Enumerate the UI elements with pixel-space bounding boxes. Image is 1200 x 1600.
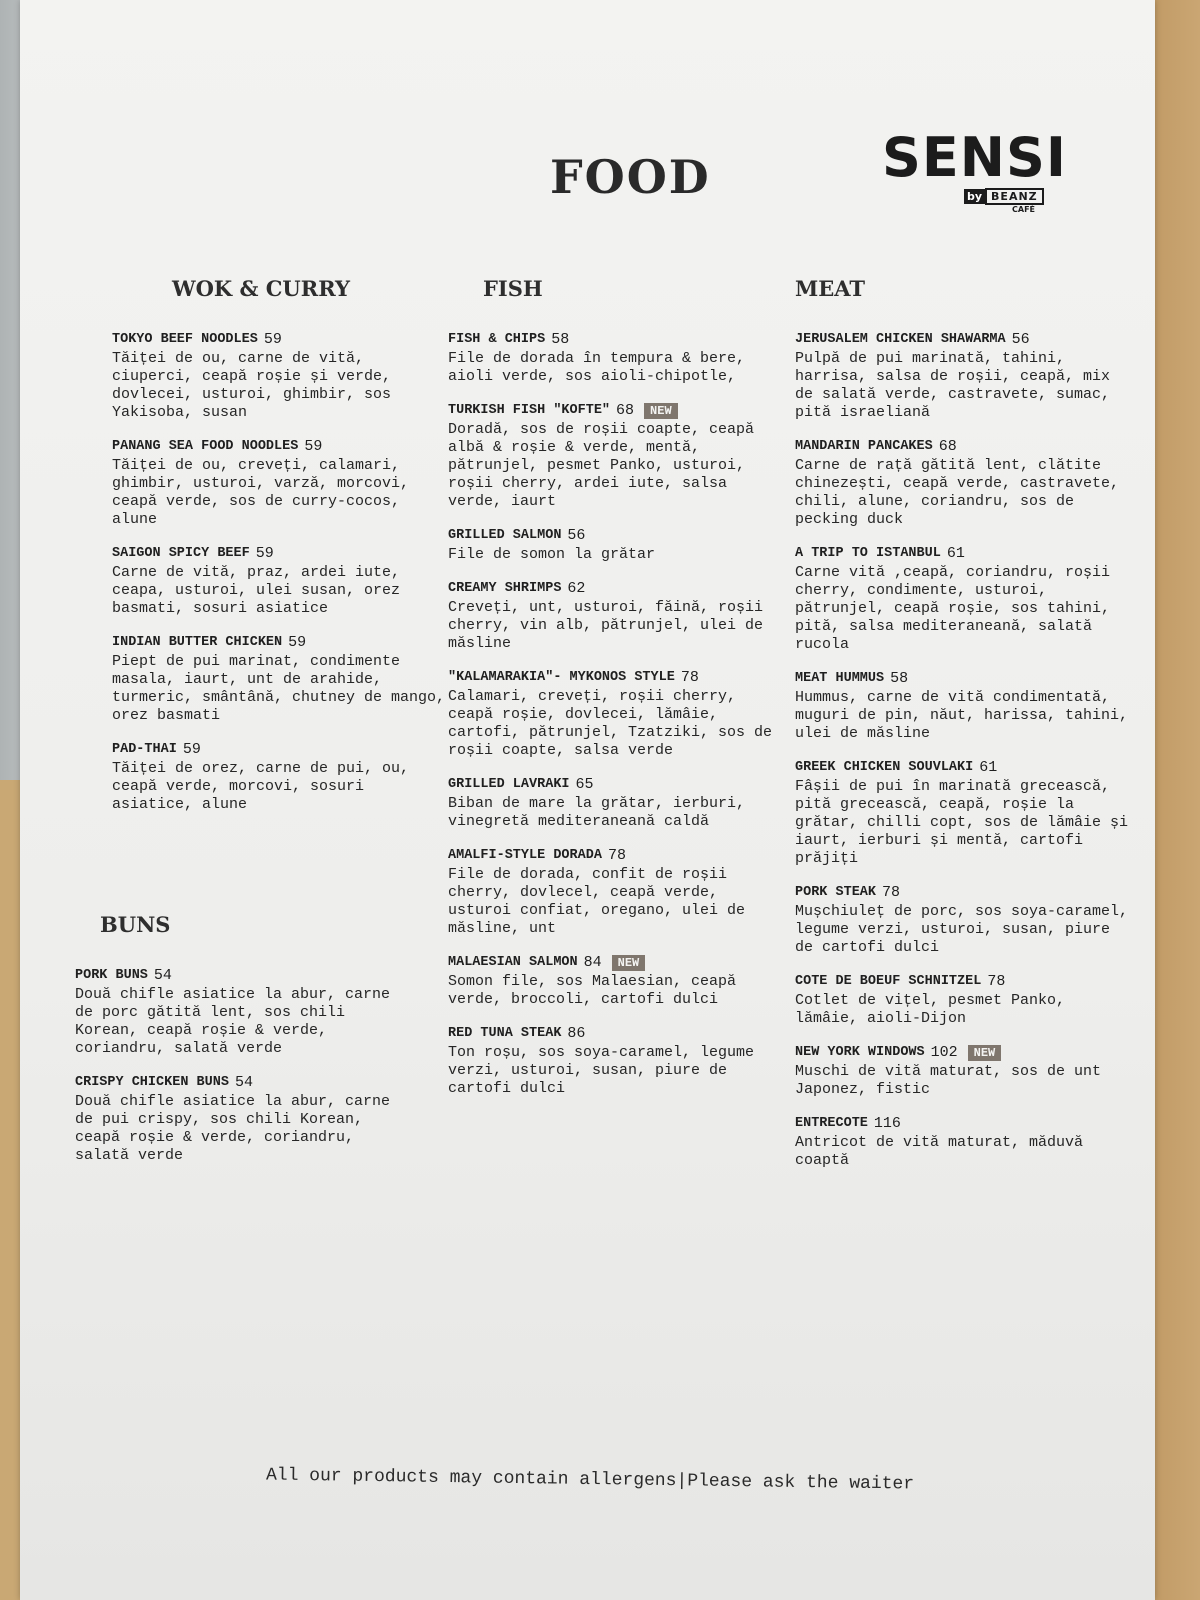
menu-item bbox=[795, 331, 1130, 422]
menu-item bbox=[795, 1044, 1130, 1099]
menu-item-description: Antricot de vită maturat, măduvă coaptă bbox=[795, 1134, 1084, 1169]
menu-item-name: MEAT HUMMUS bbox=[795, 671, 885, 686]
menu-item-header bbox=[112, 634, 447, 652]
menu-item-description: Somon file, sos Malaesian, ceapă verde, broccoli, cartofi dulci bbox=[448, 973, 737, 1008]
menu-item-name: SAIGON SPICY BEEF bbox=[112, 546, 250, 561]
menu-item-price: 78 bbox=[607, 847, 626, 864]
menu-item-description: File de dorada, confit de roșii cherry, dovlecel, ceapă verde, usturoi confiat, oregano, ulei de măsline, unt bbox=[448, 866, 746, 937]
brand-beanz: BEANZ bbox=[985, 188, 1044, 205]
menu-item-description: Tăiței de orez, carne de pui, ou, ceapă verde, morcovi, sosuri asiatice, alune bbox=[112, 760, 410, 813]
menu-item-header bbox=[448, 1025, 783, 1043]
menu-item bbox=[112, 331, 447, 422]
menu-item-name: GRILLED LAVRAKI bbox=[448, 777, 570, 792]
menu-item-description: Doradă, sos de roșii coapte, ceapă albă & roșie & verde, mentă, pătrunjel, pesmet Panko, usturoi, roșii cherry, ardei iute, salsa verde, iaurt bbox=[448, 421, 755, 510]
menu-item-description: Hummus, carne de vită condimentată, muguri de pin, năut, harissa, tahini, ulei de măsline bbox=[795, 689, 1129, 742]
menu-item-description: Carne vită ,ceapă, coriandru, roșii cherry, condimente, usturoi, pătrunjel, ceapă roșie, sos tahini, pită, salsa mediteraneană, salată rucola bbox=[795, 564, 1111, 653]
menu-item-name: TOKYO BEEF NOODLES bbox=[112, 332, 258, 347]
menu-item-header bbox=[795, 670, 1130, 688]
menu-item bbox=[112, 438, 447, 529]
menu-item-price: 68 bbox=[616, 402, 635, 419]
section-heading: FISH bbox=[483, 276, 543, 301]
menu-item-header bbox=[795, 545, 1130, 563]
menu-item-header bbox=[448, 954, 783, 972]
menu-item-header bbox=[112, 331, 447, 349]
menu-item-name: TURKISH FISH "KOFTE" bbox=[448, 403, 611, 418]
menu-item-price: 78 bbox=[882, 884, 901, 901]
menu-item-name: NEW YORK WINDOWS bbox=[795, 1045, 925, 1060]
menu-item-description: Carne de rață gătită lent, clătite chinezești, ceapă verde, castravete, chili, alune, coriandru, sos de pecking duck bbox=[795, 457, 1120, 528]
menu-item bbox=[112, 634, 447, 725]
menu-item-name: A TRIP TO ISTANBUL bbox=[795, 546, 941, 561]
menu-item-description: File de dorada în tempura & bere, aioli verde, sos aioli-chipotle, bbox=[448, 350, 746, 385]
menu-item-price: 58 bbox=[890, 670, 909, 687]
menu-item-header bbox=[75, 1074, 410, 1092]
brand-logo bbox=[882, 126, 1072, 214]
menu-item-name: GREEK CHICKEN SOUVLAKI bbox=[795, 760, 974, 775]
menu-item-description: Pulpă de pui marinată, tahini, harrisa, salsa de roșii, ceapă, mix de salată verde, castravete, sumac, pită israeliană bbox=[795, 350, 1111, 421]
item-list bbox=[75, 967, 410, 1165]
menu-item-header bbox=[75, 967, 410, 985]
menu-item-price: 61 bbox=[979, 759, 998, 776]
menu-item-price: 62 bbox=[567, 580, 586, 597]
menu-item bbox=[448, 527, 783, 564]
menu-item-price: 59 bbox=[182, 741, 201, 758]
menu-item-price: 86 bbox=[567, 1025, 586, 1042]
menu-item-header bbox=[795, 759, 1130, 777]
menu-item-description: Muschi de vită maturat, sos de unt Japonez, fistic bbox=[795, 1063, 1102, 1098]
menu-item bbox=[448, 1025, 783, 1098]
section-meat bbox=[795, 276, 1130, 1186]
menu-item-description: Tăiței de ou, creveți, calamari, ghimbir, usturoi, varză, morcovi, ceapă verde, sos de curry-cocos, alune bbox=[112, 457, 410, 528]
menu-item bbox=[112, 741, 447, 814]
menu-item-name: CREAMY SHRIMPS bbox=[448, 581, 562, 596]
menu-item bbox=[75, 967, 410, 1058]
menu-item bbox=[448, 954, 783, 1009]
menu-item-description: Calamari, creveți, roșii cherry, ceapă roșie, dovlecei, lămâie, cartofi, pătrunjel, Tzatziki, sos de roșii coapte, salsa verde bbox=[448, 688, 773, 759]
menu-item-header bbox=[112, 438, 447, 456]
menu-item-price: 61 bbox=[946, 545, 965, 562]
menu-item bbox=[795, 973, 1130, 1028]
menu-item-price: 56 bbox=[567, 527, 586, 544]
menu-item-description: Două chifle asiatice la abur, carne de porc gătită lent, sos chili Korean, ceapă roșie & verde, coriandru, salată verde bbox=[75, 986, 391, 1057]
brand-by: by bbox=[964, 189, 985, 204]
menu-item-description: Piept de pui marinat, condimente masala, iaurt, unt de arahide, turmeric, smântână, chutney de mango, orez basmati bbox=[112, 653, 446, 724]
section-buns bbox=[75, 912, 410, 1181]
menu-item-price: 59 bbox=[263, 331, 282, 348]
menu-item-price: 84 bbox=[583, 954, 602, 971]
menu-item-description: Două chifle asiatice la abur, carne de pui crispy, sos chili Korean, ceapă roșie & verde, coriandru, salată verde bbox=[75, 1093, 391, 1164]
new-badge: NEW bbox=[968, 1045, 1002, 1061]
menu-item-description: File de somon la grătar bbox=[448, 546, 656, 563]
menu-item-name: FISH & CHIPS bbox=[448, 332, 546, 347]
menu-item-price: 102 bbox=[930, 1044, 958, 1061]
menu-page bbox=[20, 0, 1155, 1600]
menu-item-header bbox=[112, 741, 447, 759]
menu-item-header bbox=[795, 1115, 1130, 1133]
menu-item-name: "KALAMARAKIA"- MYKONOS STYLE bbox=[448, 670, 675, 685]
menu-item-header bbox=[448, 847, 783, 865]
menu-item bbox=[448, 669, 783, 760]
menu-item-header bbox=[448, 580, 783, 598]
menu-item-header bbox=[448, 402, 783, 420]
menu-item-price: 54 bbox=[153, 967, 172, 984]
menu-item bbox=[795, 438, 1130, 529]
menu-item bbox=[795, 759, 1130, 868]
menu-item-name: MALAESIAN SALMON bbox=[448, 955, 578, 970]
menu-item-header bbox=[448, 776, 783, 794]
menu-item bbox=[448, 402, 783, 511]
item-list bbox=[448, 331, 783, 1098]
menu-item-price: 116 bbox=[873, 1115, 901, 1132]
menu-item-description: Tăiței de ou, carne de vită, ciuperci, ceapă roșie și verde, dovlecei, usturoi, ghimbir, sos Yakisoba, susan bbox=[112, 350, 392, 421]
menu-item bbox=[448, 331, 783, 386]
menu-item-header bbox=[112, 545, 447, 563]
brand-sub bbox=[964, 188, 1072, 205]
brand-name: SENSI bbox=[882, 126, 1067, 189]
menu-item bbox=[112, 545, 447, 618]
allergen-note: All our products may contain allergens|Please ask the waiter bbox=[265, 1465, 915, 1495]
menu-item-price: 54 bbox=[234, 1074, 253, 1091]
menu-item-header bbox=[795, 331, 1130, 349]
new-badge: NEW bbox=[612, 955, 646, 971]
menu-item-name: RED TUNA STEAK bbox=[448, 1026, 562, 1041]
page-title: FOOD bbox=[550, 150, 711, 204]
menu-item-description: Cotlet de vițel, pesmet Panko, lămâie, aioli-Dijon bbox=[795, 992, 1066, 1027]
menu-item-name: ENTRECOTE bbox=[795, 1116, 868, 1131]
menu-item-price: 65 bbox=[575, 776, 594, 793]
menu-item-price: 59 bbox=[304, 438, 323, 455]
menu-item-name: PANANG SEA FOOD NOODLES bbox=[112, 439, 299, 454]
menu-item bbox=[795, 545, 1130, 654]
menu-item-name: MANDARIN PANCAKES bbox=[795, 439, 933, 454]
menu-item-header bbox=[448, 527, 783, 545]
menu-item-price: 58 bbox=[551, 331, 570, 348]
menu-item-price: 56 bbox=[1011, 331, 1030, 348]
new-badge: NEW bbox=[644, 403, 678, 419]
section-heading: MEAT bbox=[795, 276, 866, 301]
menu-item-name: CRISPY CHICKEN BUNS bbox=[75, 1075, 229, 1090]
menu-item-description: Fâșii de pui în marinată grecească, pită grecească, ceapă, roșie la grătar, chilli copt, sos de lămâie și iaurt, ierburi și mentă, cartofi prăjiți bbox=[795, 778, 1129, 867]
menu-item bbox=[795, 1115, 1130, 1170]
menu-item bbox=[448, 847, 783, 938]
item-list bbox=[795, 331, 1130, 1170]
brand-cafe: CAFÉ bbox=[1012, 205, 1035, 214]
menu-item bbox=[795, 884, 1130, 957]
section-heading: BUNS bbox=[100, 912, 171, 937]
menu-item-price: 78 bbox=[680, 669, 699, 686]
menu-item-price: 78 bbox=[987, 973, 1006, 990]
menu-item-description: Mușchiuleț de porc, sos soya-caramel, legume verzi, usturoi, susan, piure de cartofi dulci bbox=[795, 903, 1129, 956]
menu-item-header bbox=[795, 438, 1130, 456]
menu-item-description: Biban de mare la grătar, ierburi, vinegretă mediteraneană caldă bbox=[448, 795, 746, 830]
menu-item bbox=[75, 1074, 410, 1165]
item-list bbox=[112, 331, 447, 814]
menu-item-header bbox=[795, 1044, 1130, 1062]
menu-item-description: Creveți, unt, usturoi, făină, roșii cherry, vin alb, pătrunjel, ulei de măsline bbox=[448, 599, 764, 652]
menu-item-description: Ton roșu, sos soya-caramel, legume verzi, usturoi, susan, piure de cartofi dulci bbox=[448, 1044, 755, 1097]
menu-item-header bbox=[795, 973, 1130, 991]
menu-item bbox=[795, 670, 1130, 743]
menu-item-name: AMALFI-STYLE DORADA bbox=[448, 848, 602, 863]
menu-item-price: 68 bbox=[938, 438, 957, 455]
menu-item-price: 59 bbox=[288, 634, 307, 651]
menu-item-header bbox=[448, 331, 783, 349]
menu-item-name: COTE DE BOEUF SCHNITZEL bbox=[795, 974, 982, 989]
menu-item-name: PAD-THAI bbox=[112, 742, 177, 757]
section-fish bbox=[448, 276, 783, 1114]
menu-item-price: 59 bbox=[255, 545, 274, 562]
menu-item-header bbox=[448, 669, 783, 687]
section-heading: WOK & CURRY bbox=[172, 276, 350, 301]
menu-item-name: JERUSALEM CHICKEN SHAWARMA bbox=[795, 332, 1006, 347]
menu-item bbox=[448, 776, 783, 831]
menu-item-name: PORK BUNS bbox=[75, 968, 148, 983]
menu-item-header bbox=[795, 884, 1130, 902]
section-wok-curry bbox=[112, 276, 447, 830]
menu-item-name: PORK STEAK bbox=[795, 885, 877, 900]
menu-item-name: GRILLED SALMON bbox=[448, 528, 562, 543]
menu-item-description: Carne de vită, praz, ardei iute, ceapa, usturoi, ulei susan, orez basmati, sosuri asiatice bbox=[112, 564, 401, 617]
menu-item-name: INDIAN BUTTER CHICKEN bbox=[112, 635, 283, 650]
menu-item bbox=[448, 580, 783, 653]
